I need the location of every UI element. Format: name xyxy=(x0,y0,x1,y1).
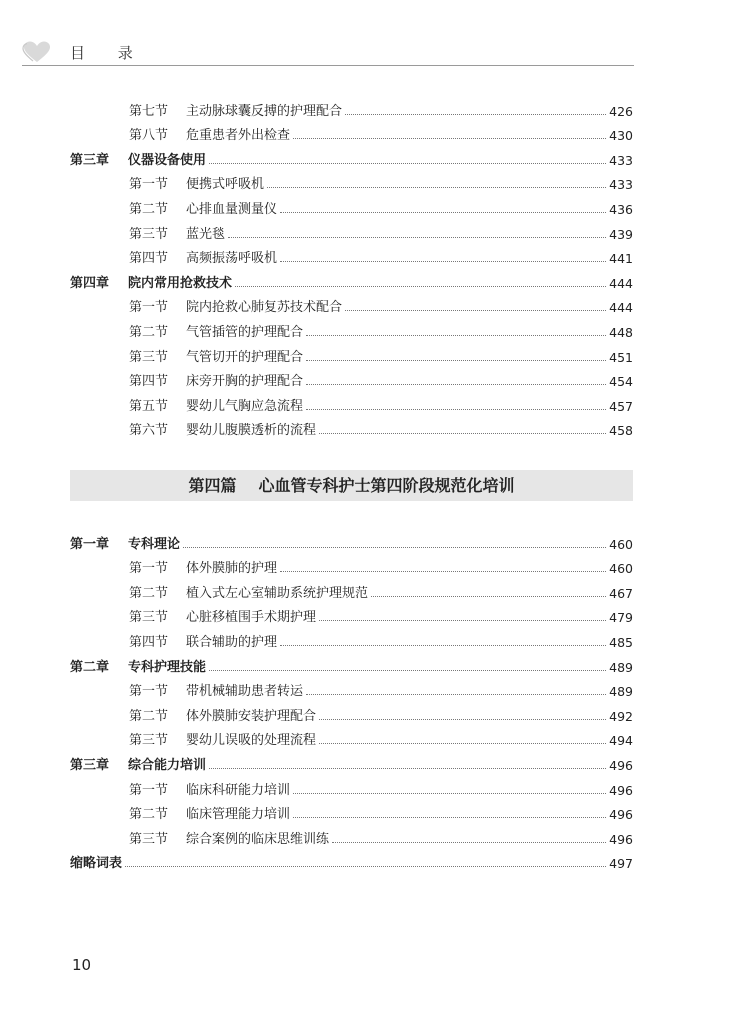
toc-entry-title: 婴幼儿腹膜透析的流程 xyxy=(186,423,317,439)
toc-entry-page: 460 xyxy=(609,561,633,577)
toc-entry-page: 497 xyxy=(609,856,633,872)
toc-entry-title: 蓝光毯 xyxy=(186,226,226,242)
dot-leader xyxy=(306,408,606,410)
toc-section-entry[interactable] xyxy=(70,94,633,119)
toc-entry-number: 第三节 xyxy=(129,226,169,242)
toc-entry-page: 496 xyxy=(609,807,633,823)
toc-entry-title: 院内抢救心肺复苏技术配合 xyxy=(186,300,343,316)
toc-section-entry[interactable] xyxy=(70,168,633,193)
toc-entry-number: 第一章 xyxy=(70,536,110,552)
toc-entry-title: 心脏移植围手术期护理 xyxy=(186,610,317,626)
toc-entry-page: 448 xyxy=(609,324,633,340)
toc-entry-page: 479 xyxy=(609,610,633,626)
toc-entry-title: 综合案例的临床思维训练 xyxy=(186,831,330,847)
toc-section-entry[interactable] xyxy=(70,822,633,847)
header-title: 目 录 xyxy=(70,44,147,62)
toc-entry-page: 451 xyxy=(609,349,633,365)
toc-entry-title: 专科理论 xyxy=(128,536,181,552)
toc-entry-number: 第一节 xyxy=(129,684,169,700)
dot-leader xyxy=(306,359,606,361)
toc-entry-title: 气管切开的护理配合 xyxy=(186,349,304,365)
toc-entry-number: 第三节 xyxy=(129,733,169,749)
toc-entry-title: 婴幼儿误吸的处理流程 xyxy=(186,733,317,749)
toc-entry-number: 第一节 xyxy=(129,300,169,316)
toc-entry-number: 第三章 xyxy=(70,152,110,168)
toc-entry-page: 444 xyxy=(609,300,633,316)
toc-entry-title: 联合辅助的护理 xyxy=(186,634,278,650)
toc-entry-number: 第二节 xyxy=(129,807,169,823)
toc-entry-number: 第二节 xyxy=(129,585,169,601)
toc-section-entry[interactable] xyxy=(70,389,633,414)
toc-section-entry[interactable] xyxy=(70,291,633,316)
toc-section-entry[interactable] xyxy=(70,625,633,650)
toc-entry-title: 主动脉球囊反搏的护理配合 xyxy=(186,103,343,119)
toc-section-entry[interactable] xyxy=(70,217,633,242)
dot-leader xyxy=(345,113,606,115)
toc-entry-title: 便携式呼吸机 xyxy=(186,177,265,193)
toc-entry-title: 植入式左心室辅助系统护理规范 xyxy=(186,585,369,601)
toc-entry-page: 457 xyxy=(609,398,633,414)
toc-entry-page: 426 xyxy=(609,103,633,119)
toc-entry-title: 临床管理能力培训 xyxy=(186,807,291,823)
toc-entry-page: 492 xyxy=(609,708,633,724)
toc-section-entry[interactable] xyxy=(70,365,633,390)
dot-leader xyxy=(280,644,606,646)
toc-section-entry[interactable] xyxy=(70,552,633,577)
toc-entry-page: 496 xyxy=(609,757,633,773)
toc-entry-page: 433 xyxy=(609,177,633,193)
dot-leader xyxy=(125,865,606,867)
toc-entry-title: 体外膜肺安装护理配合 xyxy=(186,708,317,724)
toc-entry-number: 第四节 xyxy=(129,374,169,390)
toc-entry-page: 489 xyxy=(609,684,633,700)
toc-entry-page: 467 xyxy=(609,585,633,601)
toc-entry-page: 441 xyxy=(609,251,633,267)
toc-entry-number: 第二节 xyxy=(129,708,169,724)
toc-entry-number: 第六节 xyxy=(129,423,169,439)
dot-leader xyxy=(209,669,606,671)
toc-chapter-entry[interactable] xyxy=(70,748,633,773)
toc-entry-title: 缩略词表 xyxy=(70,856,123,872)
toc-entry-number: 第三节 xyxy=(129,349,169,365)
toc-entry-title: 床旁开胸的护理配合 xyxy=(186,374,304,390)
toc-entry-title: 专科护理技能 xyxy=(128,659,207,675)
dot-leader xyxy=(235,285,606,287)
dot-leader xyxy=(332,841,606,843)
toc-entry-number: 第四章 xyxy=(70,275,110,291)
toc-chapter-entry[interactable] xyxy=(70,650,633,675)
toc-entry-page: 444 xyxy=(609,275,633,291)
heart-icon xyxy=(22,40,52,64)
dot-leader xyxy=(293,792,606,794)
toc-list-top xyxy=(70,94,633,438)
toc-entry-number: 第三节 xyxy=(129,831,169,847)
toc-entry-page: 489 xyxy=(609,659,633,675)
dot-leader xyxy=(371,595,606,597)
toc-entry-page: 458 xyxy=(609,423,633,439)
toc-entry-number: 第三章 xyxy=(70,757,110,773)
toc-entry-title: 高频振荡呼吸机 xyxy=(186,251,278,267)
toc-chapter-entry[interactable] xyxy=(70,527,633,552)
toc-entry-title: 带机械辅助患者转运 xyxy=(186,684,304,700)
toc-entry-page: 439 xyxy=(609,226,633,242)
toc-section-entry[interactable] xyxy=(70,675,633,700)
toc-entry-number: 第一节 xyxy=(129,561,169,577)
header-rule xyxy=(22,65,634,66)
toc-entry-title: 气管插管的护理配合 xyxy=(186,324,304,340)
toc-section-entry[interactable] xyxy=(70,724,633,749)
toc-entry-page: 496 xyxy=(609,782,633,798)
toc-entry-number: 第一节 xyxy=(129,782,169,798)
dot-leader xyxy=(319,432,606,434)
running-header xyxy=(22,36,634,66)
toc-section-entry[interactable] xyxy=(70,242,633,267)
dot-leader xyxy=(267,186,606,188)
part-label: 第四篇 xyxy=(188,476,237,495)
toc-section-entry[interactable] xyxy=(70,192,633,217)
dot-leader xyxy=(280,260,606,262)
dot-leader xyxy=(209,767,606,769)
toc-entry-page: 430 xyxy=(609,128,633,144)
toc-entry-page: 485 xyxy=(609,634,633,650)
toc-entry-number: 第二章 xyxy=(70,659,110,675)
toc-entry-number: 第四节 xyxy=(129,634,169,650)
toc-entry-title: 婴幼儿气胸应急流程 xyxy=(186,398,304,414)
toc-entry-number: 第二节 xyxy=(129,201,169,217)
dot-leader xyxy=(280,570,606,572)
toc-chapter-entry[interactable] xyxy=(70,143,633,168)
toc-entry-number: 第二节 xyxy=(129,324,169,340)
dot-leader xyxy=(293,137,606,139)
dot-leader xyxy=(319,742,606,744)
toc-entry-number: 第八节 xyxy=(129,128,169,144)
dot-leader xyxy=(345,309,606,311)
dot-leader xyxy=(319,718,606,720)
toc-entry-number: 第三节 xyxy=(129,610,169,626)
toc-section-entry[interactable] xyxy=(70,773,633,798)
toc-section-entry[interactable] xyxy=(70,699,633,724)
toc-entry-page: 496 xyxy=(609,831,633,847)
toc-entry-title: 院内常用抢救技术 xyxy=(128,275,233,291)
dot-leader xyxy=(183,546,606,548)
toc-section-entry[interactable] xyxy=(70,798,633,823)
toc-section-entry[interactable] xyxy=(70,340,633,365)
toc-entry-title: 综合能力培训 xyxy=(128,757,207,773)
toc-section-entry[interactable] xyxy=(70,576,633,601)
toc-entry-title: 危重患者外出检查 xyxy=(186,128,291,144)
toc-entry-page: 454 xyxy=(609,374,633,390)
dot-leader xyxy=(293,816,606,818)
dot-leader xyxy=(319,619,606,621)
toc-entry-page: 494 xyxy=(609,733,633,749)
toc-list-bottom xyxy=(70,527,633,871)
toc-entry-number: 第五节 xyxy=(129,398,169,414)
toc-entry-number: 第七节 xyxy=(129,103,169,119)
dot-leader xyxy=(306,334,606,336)
toc-section-entry[interactable] xyxy=(70,315,633,340)
toc-entry-page: 460 xyxy=(609,536,633,552)
toc-entry-page: 433 xyxy=(609,152,633,168)
dot-leader xyxy=(228,236,606,238)
page-number: 10 xyxy=(72,956,92,974)
dot-leader xyxy=(306,383,606,385)
toc-section-entry[interactable] xyxy=(70,414,633,439)
toc-appendix-entry[interactable] xyxy=(70,847,633,872)
dot-leader xyxy=(306,693,606,695)
toc-entry-number: 第一节 xyxy=(129,177,169,193)
toc-entry-page: 436 xyxy=(609,201,633,217)
toc-section-entry[interactable] xyxy=(70,601,633,626)
toc-section-entry[interactable] xyxy=(70,119,633,144)
dot-leader xyxy=(209,162,606,164)
toc-entry-title: 心排血量测量仪 xyxy=(186,201,278,217)
toc-entry-title: 临床科研能力培训 xyxy=(186,782,291,798)
toc-entry-title: 体外膜肺的护理 xyxy=(186,561,278,577)
part-title: 心血管专科护士第四阶段规范化培训 xyxy=(258,476,515,495)
toc-chapter-entry[interactable] xyxy=(70,266,633,291)
toc-entry-number: 第四节 xyxy=(129,251,169,267)
toc-entry-title: 仪器设备使用 xyxy=(128,152,207,168)
dot-leader xyxy=(280,211,606,213)
part-banner xyxy=(70,470,633,501)
